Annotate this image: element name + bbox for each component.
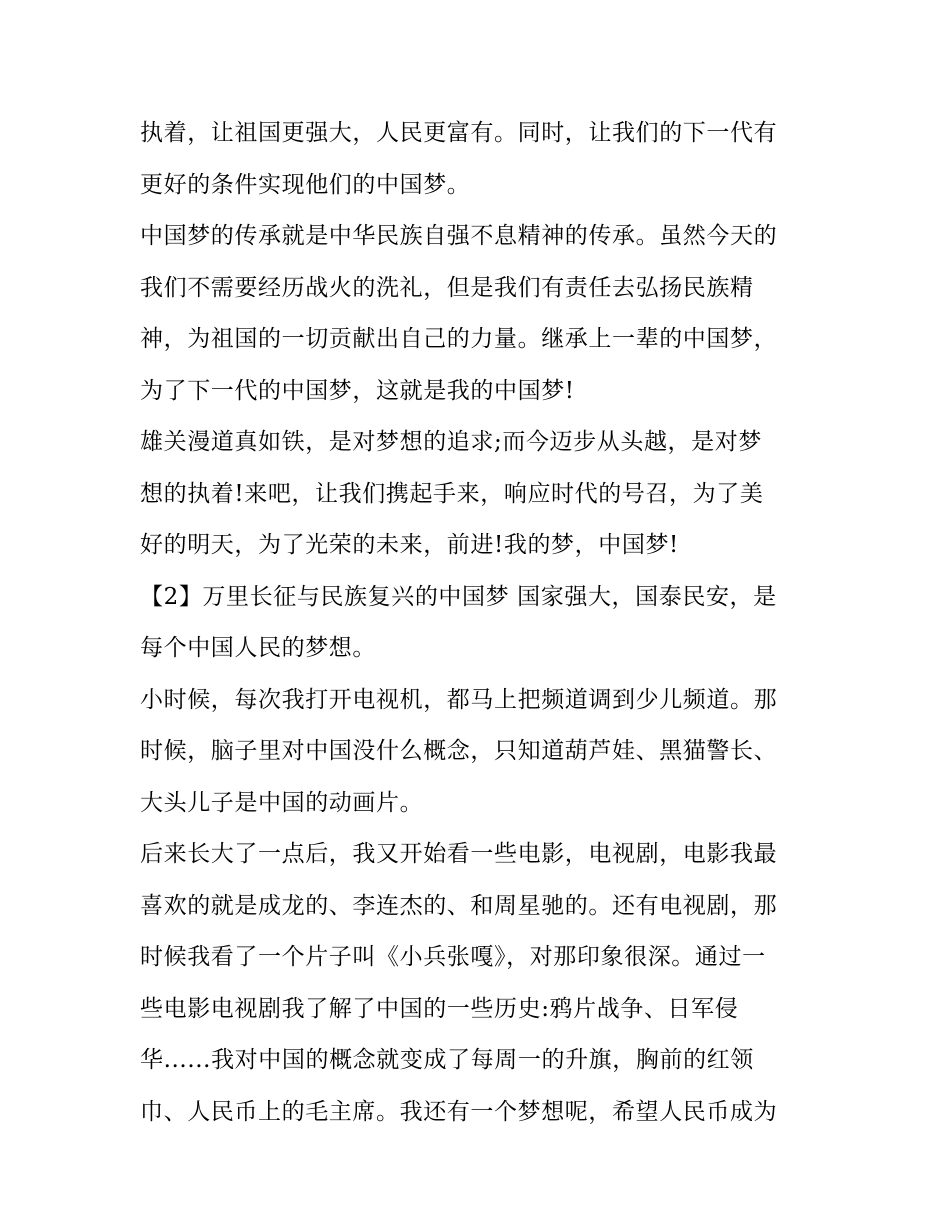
text-line: 喜欢的就是成龙的、李连杰的、和周星驰的。还有电视剧，那 <box>140 892 778 919</box>
text-line: 想的执着!来吧，让我们携起手来，响应时代的号召，为了美 <box>140 480 764 507</box>
section-heading-line: 【2】万里长征与民族复兴的中国梦 国家强大，国泰民安，是 <box>140 583 777 610</box>
text-line: 些电影电视剧我了解了中国的一些历史:鸦片战争、日军侵 <box>140 995 739 1022</box>
text-line: 后来长大了一点后，我又开始看一些电影，电视剧，电影我最 <box>140 841 778 867</box>
text-line: 每个中国人民的梦想。 <box>140 635 376 661</box>
text-line: 时候，脑子里对中国没什么概念，只知道葫芦娃、黑猫警长、 <box>140 738 778 764</box>
text-line: 华......我对中国的概念就变成了每周一的升旗，胸前的红领 <box>140 1047 754 1073</box>
text-line: 执着，让祖国更强大，人民更富有。同时，让我们的下一代有 <box>140 120 778 146</box>
text-line: 神，为祖国的一切贡献出自己的力量。继承上一辈的中国梦， <box>140 326 778 352</box>
text-line: 巾、人民币上的毛主席。我还有一个梦想呢，希望人民币成为 <box>140 1098 778 1125</box>
text-line: 时候我看了一个片子叫《小兵张嘎》，对那印象很深。通过一 <box>140 944 766 970</box>
text-line: 大头儿子是中国的动画片。 <box>140 789 424 816</box>
text-line: 小时候，每次我打开电视机，都马上把频道调到少儿频道。那 <box>140 686 778 713</box>
text-line: 中国梦的传承就是中华民族自强不息精神的传承。虽然今天的 <box>140 223 778 249</box>
document-body <box>140 108 820 1138</box>
text-line: 为了下一代的中国梦，这就是我的中国梦! <box>140 377 575 404</box>
text-line: 更好的条件实现他们的中国梦。 <box>140 171 471 198</box>
text-line: 我们不需要经历战火的洗礼，但是我们有责任去弘扬民族精 <box>140 274 754 301</box>
text-line: 好的明天，为了光荣的未来，前进!我的梦，中国梦! <box>140 532 679 558</box>
text-line: 雄关漫道真如铁，是对梦想的追求;而今迈步从头越，是对梦 <box>140 429 762 455</box>
